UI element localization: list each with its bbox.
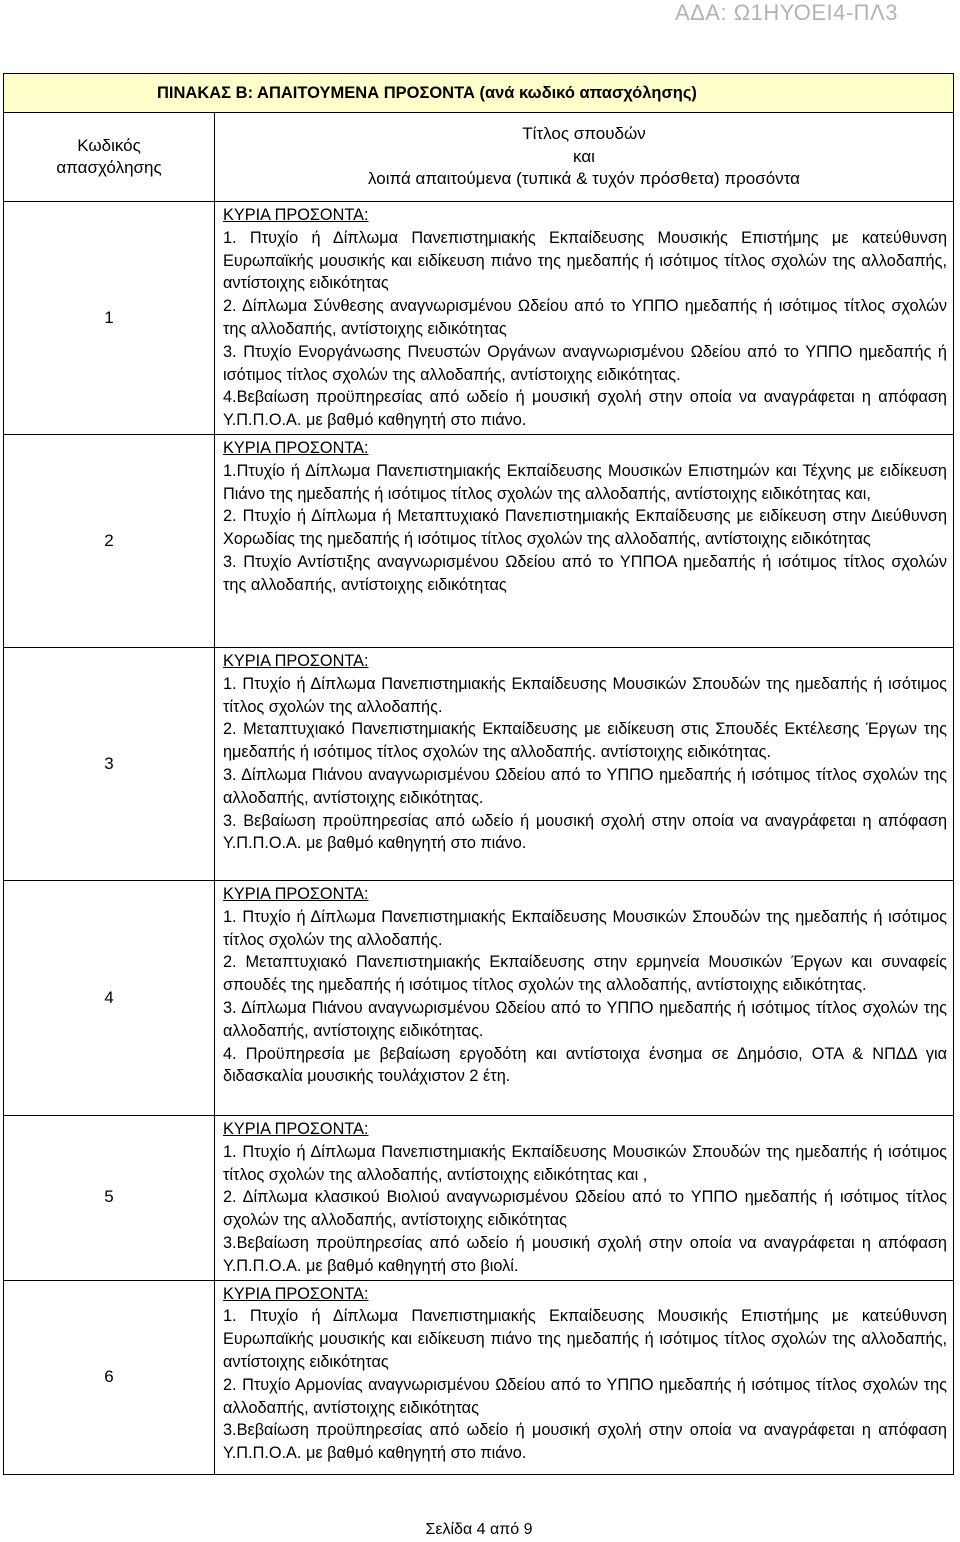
qualification-item: 2. Μεταπτυχιακό Πανεπιστημιακής Εκπαίδευσης με ειδίκευση στις Σπουδές Εκτέλεσης Έργων της ημεδαπής ή ισότιμος τίτλος σχολών της αλλοδαπής. αντίστοιχης ειδικότητας. (223, 720, 947, 762)
qualifications-cell (215, 880, 954, 1115)
main-qualifications-label: ΚΥΡΙΑ ΠΡΟΣΟΝΤΑ: (223, 438, 369, 457)
qualification-item: 2. Δίπλωμα κλασικού Βιολιού αναγνωρισμένου Ωδείου από το ΥΠΠΟ ημεδαπής ή ισότιμος τίτλος σχολών της αλλοδαπής, αντίστοιχης ειδικότητας (223, 1188, 947, 1230)
main-qualifications-label: ΚΥΡΙΑ ΠΡΟΣΟΝΤΑ: (223, 884, 369, 903)
table-header-row (4, 113, 954, 202)
header-code-line1: Κωδικός (77, 135, 141, 155)
employment-code-cell: 1 (4, 202, 215, 435)
header-title-line1: Τίτλος σπουδών (522, 124, 646, 144)
ada-watermark: ΑΔΑ: Ω1ΗΥΟΕΙ4-ΠΛ3 (674, 0, 898, 25)
qualification-item: 3. Δίπλωμα Πιάνου αναγνωρισμένου Ωδείου από το ΥΠΠΟ ημεδαπής ή ισότιμος τίτλος σχολών της αλλοδαπής, αντίστοιχης ειδικότητας. (223, 998, 947, 1040)
qualification-item: 2. Μεταπτυχιακό Πανεπιστημιακής Εκπαίδευσης στην ερμηνεία Μουσικών Έργων και συναφείς σπουδές της ημεδαπής ή ισότιμος τίτλος σχολών της αλλοδαπής, αντίστοιχης ειδικότητας. (223, 953, 947, 995)
qualification-item: 3. Βεβαίωση προϋπηρεσίας από ωδείο ή μουσική σχολή στην οποία να αναγράφεται η απόφαση Υ.Π.Π.Ο.Α. με βαθμό καθηγητή στο πιάνο. (223, 811, 947, 853)
qualification-item: 3. Δίπλωμα Πιάνου αναγνωρισμένου Ωδείου από το ΥΠΠΟ ημεδαπής ή ισότιμος τίτλος σχολών της αλλοδαπής, αντίστοιχης ειδικότητας. (223, 765, 947, 807)
employment-code-cell: 4 (4, 880, 215, 1115)
header-title-line3: λοιπά απαιτούμενα (τυπικά & τυχόν πρόσθετα) προσόντα (368, 169, 800, 189)
main-qualifications-label: ΚΥΡΙΑ ΠΡΟΣΟΝΤΑ: (223, 1284, 369, 1303)
qualification-item: 1. Πτυχίο ή Δίπλωμα Πανεπιστημιακής Εκπαίδευσης Μουσικής Επιστήμης με κατεύθυνση Ευρωπαϊκής μουσικής και ειδίκευση πιάνο της ημεδαπής ή ισότιμος τίτλος σχολών της αλλοδαπής, αντίστοιχης ειδικότητας (223, 228, 947, 293)
qualification-item: 1. Πτυχίο ή Δίπλωμα Πανεπιστημιακής Εκπαίδευσης Μουσικών Σπουδών της ημεδαπής ή ισότιμος τίτλος σχολών της αλλοδαπής. (223, 674, 947, 716)
employment-code-cell: 6 (4, 1280, 215, 1474)
table-body (4, 202, 954, 1475)
qualification-item: 2. Πτυχίο ή Δίπλωμα ή Μεταπτυχιακό Πανεπιστημιακής Εκπαίδευσης με ειδίκευση στην Διεύθυνση Χορωδίας της ημεδαπής ή ισότιμος τίτλος σχολών της αλλοδαπής, αντίστοιχης ειδικότητας (223, 507, 947, 549)
employment-code-cell: 3 (4, 647, 215, 880)
qualifications-cell (215, 202, 954, 435)
table-row (4, 880, 954, 1115)
table-row (4, 647, 954, 880)
table-row (4, 1115, 954, 1280)
page-footer (0, 1521, 960, 1539)
main-qualifications-label: ΚΥΡΙΑ ΠΡΟΣΟΝΤΑ: (223, 1119, 369, 1138)
employment-code-cell: 5 (4, 1115, 215, 1280)
employment-code-cell: 2 (4, 434, 215, 647)
main-qualifications-label: ΚΥΡΙΑ ΠΡΟΣΟΝΤΑ: (223, 206, 369, 224)
qualifications-cell (215, 1280, 954, 1474)
qualification-item: 1. Πτυχίο ή Δίπλωμα Πανεπιστημιακής Εκπαίδευσης Μουσικών Σπουδών της ημεδαπής ή ισότιμος τίτλος σχολών της αλλοδαπής, αντίστοιχης ειδικότητας και , (223, 1142, 947, 1184)
main-qualifications-label: ΚΥΡΙΑ ΠΡΟΣΟΝΤΑ: (223, 651, 369, 670)
qualification-item: 2. Δίπλωμα Σύνθεσης αναγνωρισμένου Ωδείου από το ΥΠΠΟ ημεδαπής ή ισότιμος τίτλος σχολών της αλλοδαπής, αντίστοιχης ειδικότητας (223, 297, 947, 338)
qualifications-cell (215, 647, 954, 880)
qualifications-table (3, 73, 954, 1475)
qualifications-cell (215, 1115, 954, 1280)
qualification-item: 3.Βεβαίωση προϋπηρεσίας από ωδείο ή μουσική σχολή στην οποία να αναγράφεται η απόφαση Υ.Π.Π.Ο.Α. με βαθμό καθηγητή στο πιάνο. (223, 1421, 947, 1463)
page-number: Σελίδα 4 από 9 (425, 1521, 533, 1538)
table-title: ΠΙΝΑΚΑΣ Β: ΑΠΑΙΤΟΥΜΕΝΑ ΠΡΟΣΟΝΤΑ (ανά κωδικό απασχόλησης) (4, 74, 954, 113)
qualification-item: 1. Πτυχίο ή Δίπλωμα Πανεπιστημιακής Εκπαίδευσης Μουσικής Επιστήμης με κατεύθυνση Ευρωπαϊκής μουσικής και ειδίκευση πιάνο της ημεδαπής ή ισότιμος τίτλος σχολών της αλλοδαπής, αντίστοιχης ειδικότητας (223, 1307, 947, 1371)
header-code-cell (4, 113, 215, 202)
qualification-item: 1. Πτυχίο ή Δίπλωμα Πανεπιστημιακής Εκπαίδευσης Μουσικών Σπουδών της ημεδαπής ή ισότιμος τίτλος σχολών της αλλοδαπής. (223, 907, 947, 949)
table-row (4, 202, 954, 435)
header-code-line2: απασχόλησης (56, 158, 162, 177)
qualification-item: 2. Πτυχίο Αρμονίας αναγνωρισμένου Ωδείου από το ΥΠΠΟ ημεδαπής ή ισότιμος τίτλος σχολών της αλλοδαπής, αντίστοιχης ειδικότητας (223, 1375, 947, 1417)
table-row (4, 434, 954, 647)
qualification-item: 3. Πτυχίο Ενοργάνωσης Πνευστών Οργάνων αναγνωρισμένου Ωδείου από το ΥΠΠΟ ημεδαπής ή ισότιμος τίτλος σχολών της αλλοδαπής, αντίστοιχης ειδικότητας. (223, 342, 947, 384)
qualification-item: 4.Βεβαίωση προϋπηρεσίας από ωδείο ή μουσική σχολή στην οποία να αναγράφεται η απόφαση Υ.Π.Π.Ο.Α. με βαθμό καθηγητή στο πιάνο. (223, 388, 947, 430)
header-title-line2: και (573, 146, 595, 166)
header-title-cell (215, 113, 954, 202)
qualification-item: 3.Βεβαίωση προϋπηρεσίας από ωδείο ή μουσική σχολή στην οποία να αναγράφεται η απόφαση Υ.Π.Π.Ο.Α. με βαθμό καθηγητή στο βιολί. (223, 1233, 947, 1275)
table-title-row (4, 74, 954, 113)
qualification-item: 3. Πτυχίο Αντίστιξης αναγνωρισμένου Ωδείου από το ΥΠΠΟΑ ημεδαπής ή ισότιμος τίτλος σχολών της αλλοδαπής, αντίστοιχης ειδικότητας (223, 552, 947, 594)
qualification-item: 4. Προϋπηρεσία με βεβαίωση εργοδότη και αντίστοιχα ένσημα σε Δημόσιο, ΟΤΑ & ΝΠΔΔ για διδασκαλία μουσικής τουλάχιστον 2 έτη. (223, 1044, 947, 1086)
qualifications-cell (215, 434, 954, 647)
table-row (4, 1280, 954, 1474)
qualification-item: 1.Πτυχίο ή Δίπλωμα Πανεπιστημιακής Εκπαίδευσης Μουσικών Επιστημών και Τέχνης με ειδίκευση Πιάνο της ημεδαπής ή ισότιμος τίτλος σχολών της αλλοδαπής, αντίστοιχης ειδικότητας και, (223, 461, 947, 503)
